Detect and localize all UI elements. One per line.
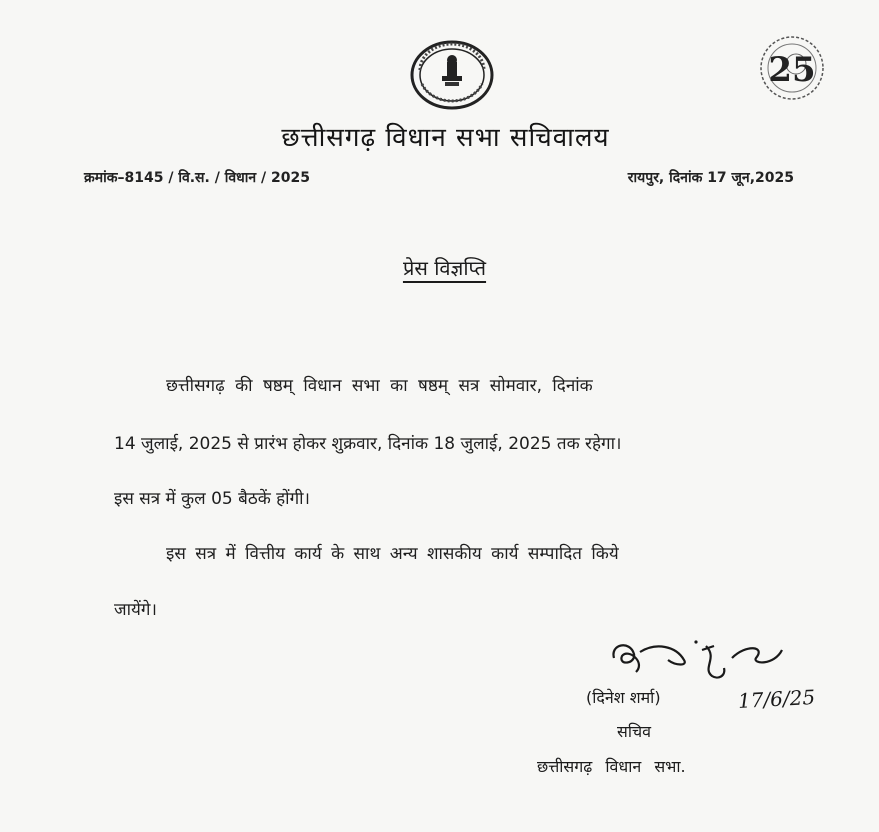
signer-name: (दिनेश शर्मा): [586, 688, 661, 707]
jubilee-number: 25: [768, 50, 816, 90]
reference-number: क्रमांक–8145 / वि.स. / विधान / 2025: [84, 170, 310, 186]
body-line: जायेंगे।: [114, 600, 157, 620]
body-line: छत्तीसगढ़ की षष्ठम् विधान सभा का षष्ठम् सत्र सोमवार, दिनांक: [166, 376, 593, 396]
body-line: 14 जुलाई, 2025 से प्रारंभ होकर शुक्रवार, दिनांक 18 जुलाई, 2025 तक रहेगा।: [114, 434, 622, 454]
signer-office: छत्तीसगढ़ विधान सभा.: [537, 757, 686, 776]
25-years-logo-icon: [752, 34, 832, 104]
handwritten-signature-icon: [606, 636, 796, 686]
state-emblem-seal-icon: [408, 40, 496, 110]
place-date: रायपुर, दिनांक 17 जून,2025: [627, 170, 794, 186]
handwritten-date: [736, 684, 816, 714]
body-line: इस सत्र में वित्तीय कार्य के साथ अन्य शासकीय कार्य सम्पादित किये: [166, 544, 619, 564]
signer-designation: सचिव: [617, 722, 652, 741]
press-release-title: प्रेस विज्ञप्ति: [402, 256, 487, 280]
body-line: इस सत्र में कुल 05 बैठकें होंगी।: [114, 489, 311, 509]
office-title: छत्तीसगढ़ विधान सभा सचिवालय: [281, 123, 610, 153]
svg-text:17/6/25: 17/6/25: [737, 684, 816, 713]
